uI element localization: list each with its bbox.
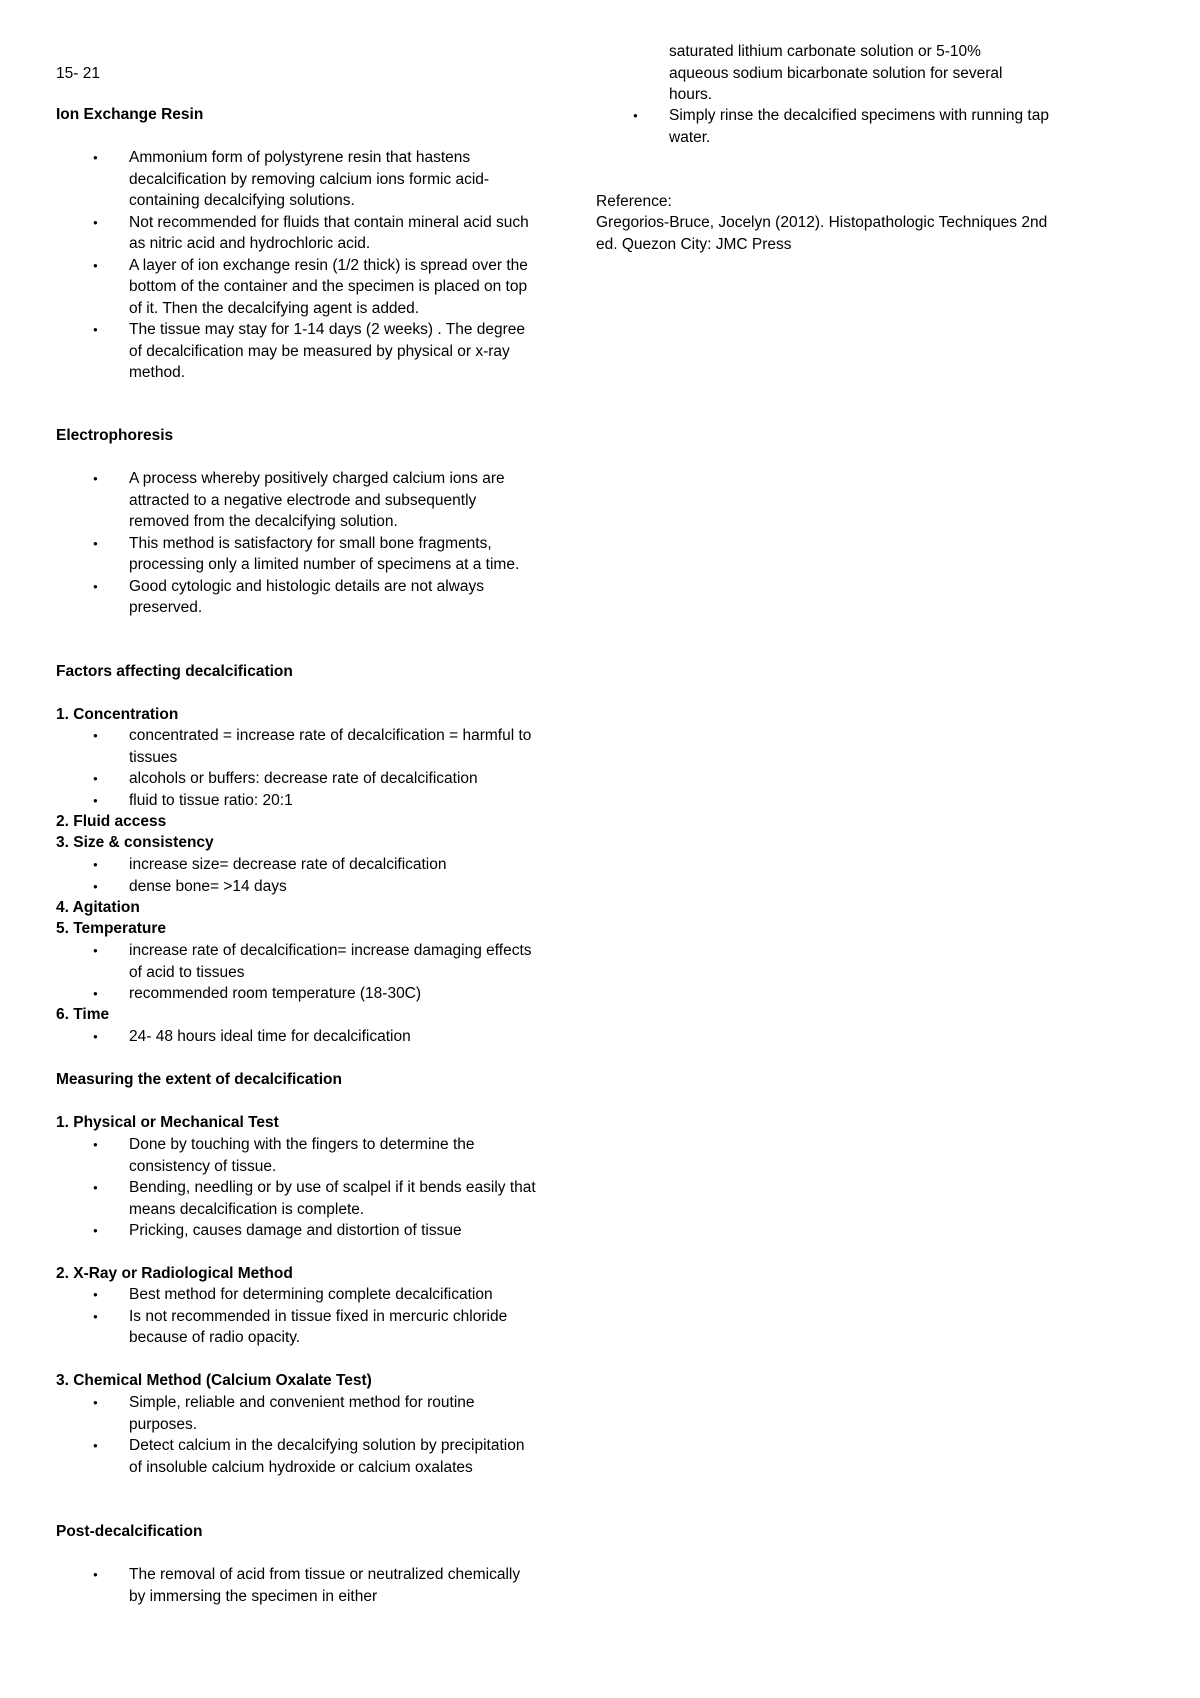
reference-label: Reference: <box>596 193 672 210</box>
electrophoresis-list <box>56 468 536 619</box>
list-item: ● recommended room temperature (18-30C) <box>56 983 536 1005</box>
list-item: ● The tissue may stay for 1-14 days (2 weeks) . The degree of decalcification may be measured by physical or x-ray method. <box>56 319 536 384</box>
list-item: ● Pricking, causes damage and distortion of tissue <box>56 1220 536 1242</box>
list-item: ● This method is satisfactory for small bone fragments, processing only a limited number of specimens at a time. <box>56 533 536 576</box>
physical-test-title: 1. Physical or Mechanical Test <box>56 1114 279 1131</box>
time-title: 6. Time <box>56 1006 110 1023</box>
list-item: ● increase rate of decalcification= increase damaging effects of acid to tissues <box>56 940 536 983</box>
list-item: ● The removal of acid from tissue or neutralized chemically by immersing the specimen in either <box>56 1564 536 1607</box>
list-item: ● Done by touching with the fingers to determine the consistency of tissue. <box>56 1134 536 1177</box>
reference-text: Gregorios-Bruce, Jocelyn (2012). Histopathologic Techniques 2nd ed. Quezon City: JMC Press <box>596 214 1048 253</box>
list-item: ● Best method for determining complete decalcification <box>56 1284 536 1306</box>
list-item: ● alcohols or buffers: decrease rate of decalcification <box>56 768 536 790</box>
list-item: ● A process whereby positively charged calcium ions are attracted to a negative electrode and subsequently removed from the decalcifying solution. <box>56 468 536 533</box>
concentration-list <box>56 725 536 811</box>
chemical-title: 3. Chemical Method (Calcium Oxalate Test) <box>56 1372 372 1389</box>
post-list <box>56 1564 536 1607</box>
chemical-list <box>56 1392 536 1478</box>
temperature-list <box>56 940 536 1005</box>
time-list <box>56 1026 536 1048</box>
measuring-heading: Measuring the extent of decalcification <box>56 1071 342 1088</box>
list-item: ● A layer of ion exchange resin (1/2 thick) is spread over the bottom of the container and the specimen is placed on top of it. Then the decalcifying agent is added. <box>56 255 536 320</box>
ion-exchange-heading: Ion Exchange Resin <box>56 106 204 123</box>
electrophoresis-heading: Electrophoresis <box>56 427 174 444</box>
xray-title: 2. X-Ray or Radiological Method <box>56 1265 293 1282</box>
ion-exchange-list <box>56 147 536 384</box>
list-item: ● increase size= decrease rate of decalcification <box>56 854 536 876</box>
list-item: ● fluid to tissue ratio: 20:1 <box>56 790 536 812</box>
list-item: ● Good cytologic and histologic details are not always preserved. <box>56 576 536 619</box>
list-item: ● dense bone= >14 days <box>56 876 536 898</box>
list-item: ● Ammonium form of polystyrene resin that hastens decalcification by removing calcium ions formic acid-containing decalcifying solutions. <box>56 147 536 212</box>
post-heading: Post-decalcification <box>56 1523 203 1540</box>
temperature-title: 5. Temperature <box>56 920 166 937</box>
xray-list <box>56 1284 536 1349</box>
list-item: ● Detect calcium in the decalcifying solution by precipitation of insoluble calcium hydroxide or calcium oxalates <box>56 1435 536 1478</box>
list-item: ● 24- 48 hours ideal time for decalcification <box>56 1026 536 1048</box>
size-title: 3. Size & consistency <box>56 834 214 851</box>
post-continuation: saturated lithium carbonate solution or 5-10% aqueous sodium bicarbonate solution for several hours. <box>669 43 1003 103</box>
page-number: 15- 21 <box>56 65 100 82</box>
factors-heading: Factors affecting decalcification <box>56 663 293 680</box>
list-item: ● Simple, reliable and convenient method for routine purposes. <box>56 1392 536 1435</box>
list-item: ● Bending, needling or by use of scalpel if it bends easily that means decalcification is complete. <box>56 1177 536 1220</box>
list-item: ● concentrated = increase rate of decalcification = harmful to tissues <box>56 725 536 768</box>
list-item: ● Simply rinse the decalcified specimens with running tap water. <box>596 105 1056 148</box>
list-item: ● Is not recommended in tissue fixed in mercuric chloride because of radio opacity. <box>56 1306 536 1349</box>
size-list <box>56 854 536 897</box>
post-list-continued <box>596 105 1056 148</box>
list-item: ● Not recommended for fluids that contain mineral acid such as nitric acid and hydrochloric acid. <box>56 212 536 255</box>
agitation-title: 4. Agitation <box>56 899 140 916</box>
fluid-access-title: 2. Fluid access <box>56 813 167 830</box>
physical-test-list <box>56 1134 536 1242</box>
concentration-title: 1. Concentration <box>56 706 179 723</box>
